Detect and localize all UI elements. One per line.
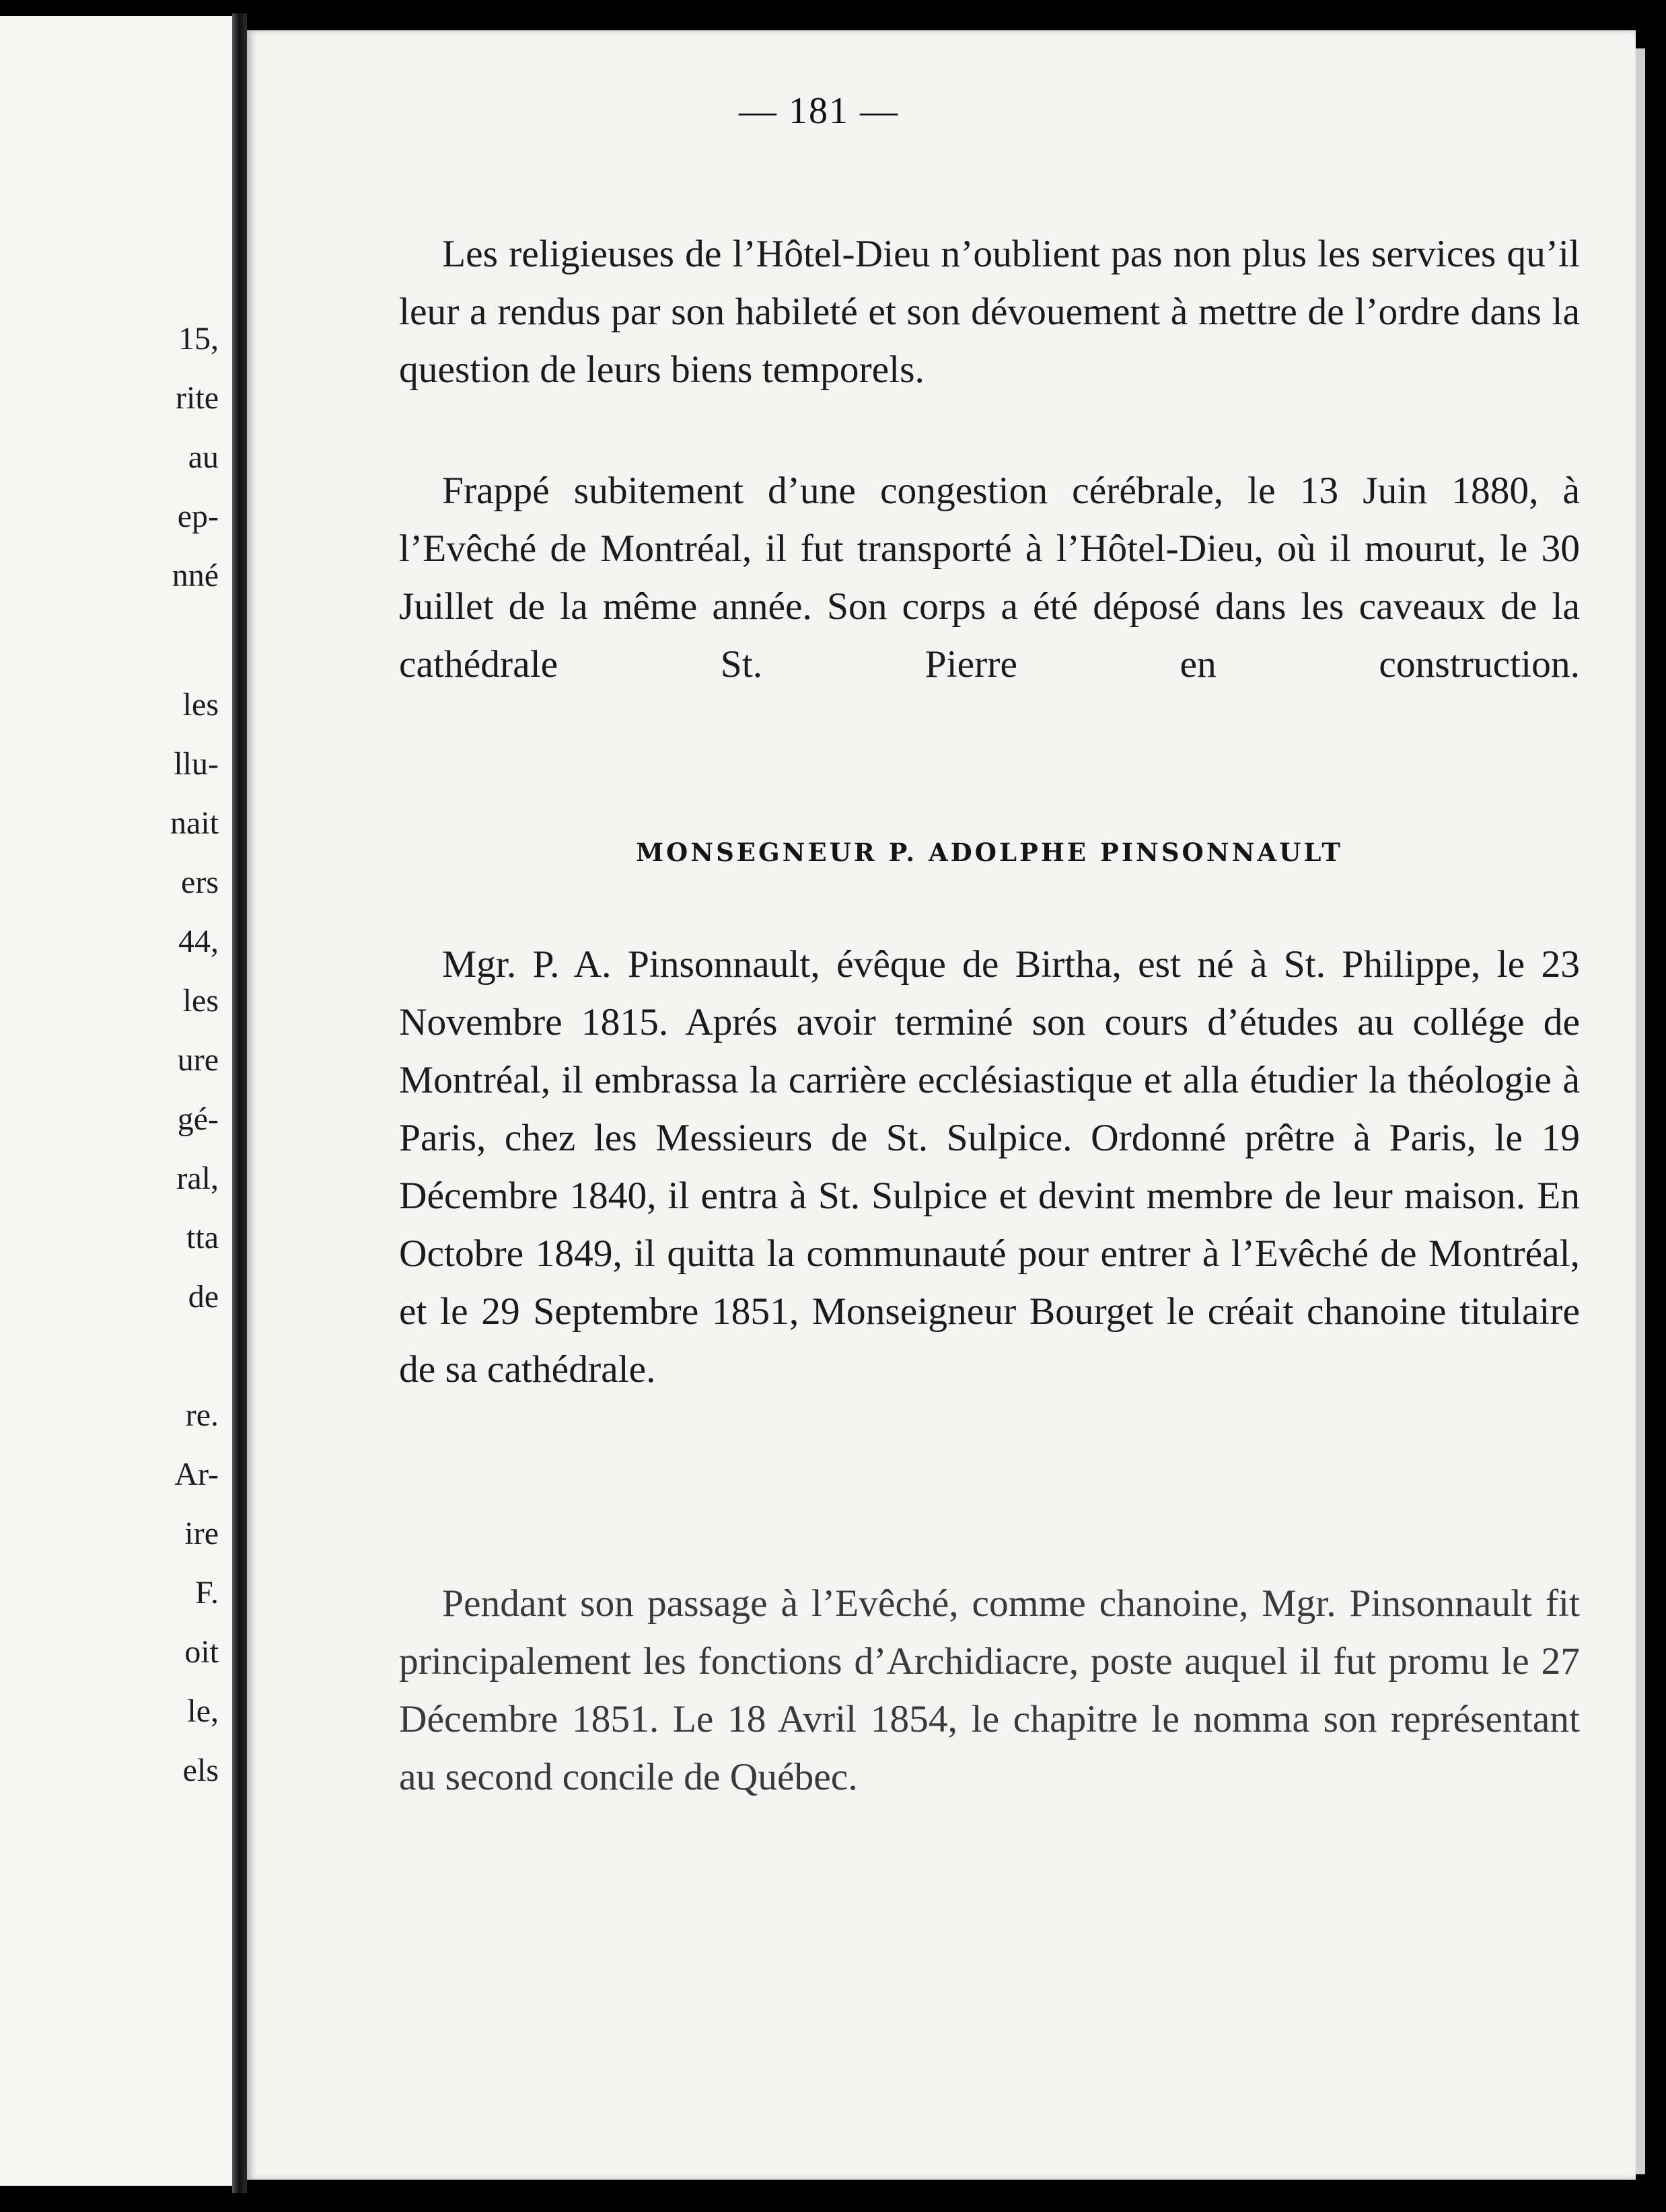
left-page-line: els [182,1753,219,1788]
left-page-line: 44, [178,924,219,959]
main-page [247,30,1636,2180]
paragraph: Pendant son passage à l’Evêché, comme chanoine, Mgr. Pinsonnault fit principalement les fonctions d’Archidiacre, poste auquel il fut promu le 27 Décembre 1851. Le 18 Avril 1854, le chapitre le nomma son représentant au second concile de Québec. [399,1582,1580,1798]
left-page-line: ral, [176,1160,219,1196]
left-page-line: nait [170,805,219,841]
left-page-line: au [188,439,219,475]
left-page-line: tta [186,1220,219,1255]
left-page-line: ure [177,1042,219,1078]
page-number: — 181 — [739,90,899,132]
paragraph: Les religieuses de l’Hôtel-Dieu n’oublient pas non plus les services qu’il leur a rendus par son habileté et son dévouement à mettre de l’ordre dans la question de leurs biens temporels. [399,233,1580,391]
left-page-line: 15, [178,321,219,357]
left-page-line: llu- [174,746,219,782]
left-page-line: les [182,983,219,1019]
paragraph: Frappé subitement d’une congestion cérébrale, le 13 Juin 1880, à l’Evêché de Montréal, il fut transporté à l’Hôtel-Dieu, où il mourut, le 30 Juillet de la même année. Son corps a été déposé dans les caveaux de la cathédrale St. Pierre en construction. [399,470,1580,686]
left-page-line: oit [184,1634,219,1670]
left-page-fragment [0,16,232,2186]
left-page-line: gé- [177,1101,219,1137]
left-page-line: re. [185,1397,219,1433]
left-page-line: ep- [177,499,219,534]
left-page-line: F. [195,1575,219,1611]
page-edge [1636,48,1645,2174]
left-page-line: ire [184,1516,219,1551]
left-page-line: de [188,1279,219,1315]
left-page-line: rite [176,380,219,416]
paragraph: Mgr. P. A. Pinsonnault, évêque de Birtha, est né à St. Philippe, le 23 Novembre 1815. Aprés avoir terminé son cours d’études au collége de Montréal, il embrassa la carrière ecclésiastique et alla étudier la théologie à Paris, chez les Messieurs de St. Sulpice. Ordonné prêtre à Paris, le 19 Décembre 1840, il entra à St. Sulpice et devint membre de leur maison. En Octobre 1849, il quitta la communauté pour entrer à l’Evêché de Montréal, et le 29 Septembre 1851, Monseigneur Bourget le créait chanoine titulaire de sa cathédrale. [399,943,1580,1391]
left-page-line: les [182,687,219,723]
left-page-line: nné [172,558,219,593]
left-page-line: Ar- [174,1457,219,1492]
section-heading: MONSEGNEUR P. ADOLPHE PINSONNAULT [636,838,1343,867]
left-page-line: le, [187,1693,219,1729]
book-gutter [232,13,247,2193]
left-page-line: ers [181,864,219,900]
